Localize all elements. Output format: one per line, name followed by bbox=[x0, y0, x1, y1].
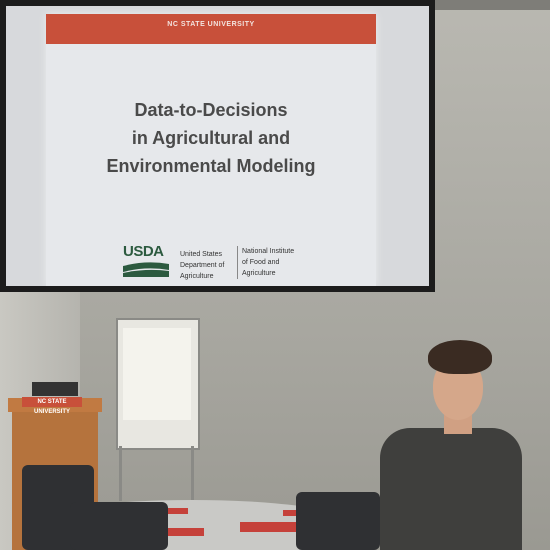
projection-screen bbox=[0, 0, 435, 292]
slide-title-line-2: in Agricultural and bbox=[131, 128, 291, 148]
flipchart-board bbox=[116, 318, 200, 450]
org-right-line-3: Agriculture bbox=[242, 270, 276, 277]
chair bbox=[70, 502, 168, 550]
table-card bbox=[240, 522, 296, 532]
flipchart-leg bbox=[191, 446, 194, 501]
presentation-slide bbox=[46, 14, 376, 286]
slide-title-line-1: Data-to-Decisions bbox=[134, 100, 288, 120]
person-torso bbox=[380, 428, 522, 550]
person-hair bbox=[428, 340, 492, 374]
screen-surface bbox=[6, 6, 429, 286]
usda-org-text bbox=[180, 249, 240, 282]
flipchart-paper bbox=[123, 328, 191, 420]
org-left-line-1: United States bbox=[180, 251, 223, 258]
chair bbox=[296, 492, 380, 550]
org-right-line-1: National Institute bbox=[242, 248, 295, 255]
org-left-line-2: Department of bbox=[180, 262, 225, 269]
table-card bbox=[168, 528, 204, 536]
usda-logo-hills-icon bbox=[123, 244, 169, 278]
presenter-person bbox=[376, 340, 526, 550]
slide-title-line-3: Environmental Modeling bbox=[106, 156, 316, 176]
slide-title bbox=[46, 96, 376, 180]
org-right-line-2: of Food and bbox=[242, 259, 280, 266]
flipchart-leg bbox=[119, 446, 122, 501]
slide-banner: NC STATE UNIVERSITY bbox=[46, 14, 376, 44]
nifa-org-text bbox=[237, 246, 312, 279]
podium-sign: NC STATE UNIVERSITY bbox=[22, 397, 82, 407]
usda-logo: USDA bbox=[123, 243, 164, 260]
org-left-line-3: Agriculture bbox=[180, 273, 214, 280]
laptop bbox=[32, 382, 78, 396]
flipchart bbox=[113, 318, 199, 503]
